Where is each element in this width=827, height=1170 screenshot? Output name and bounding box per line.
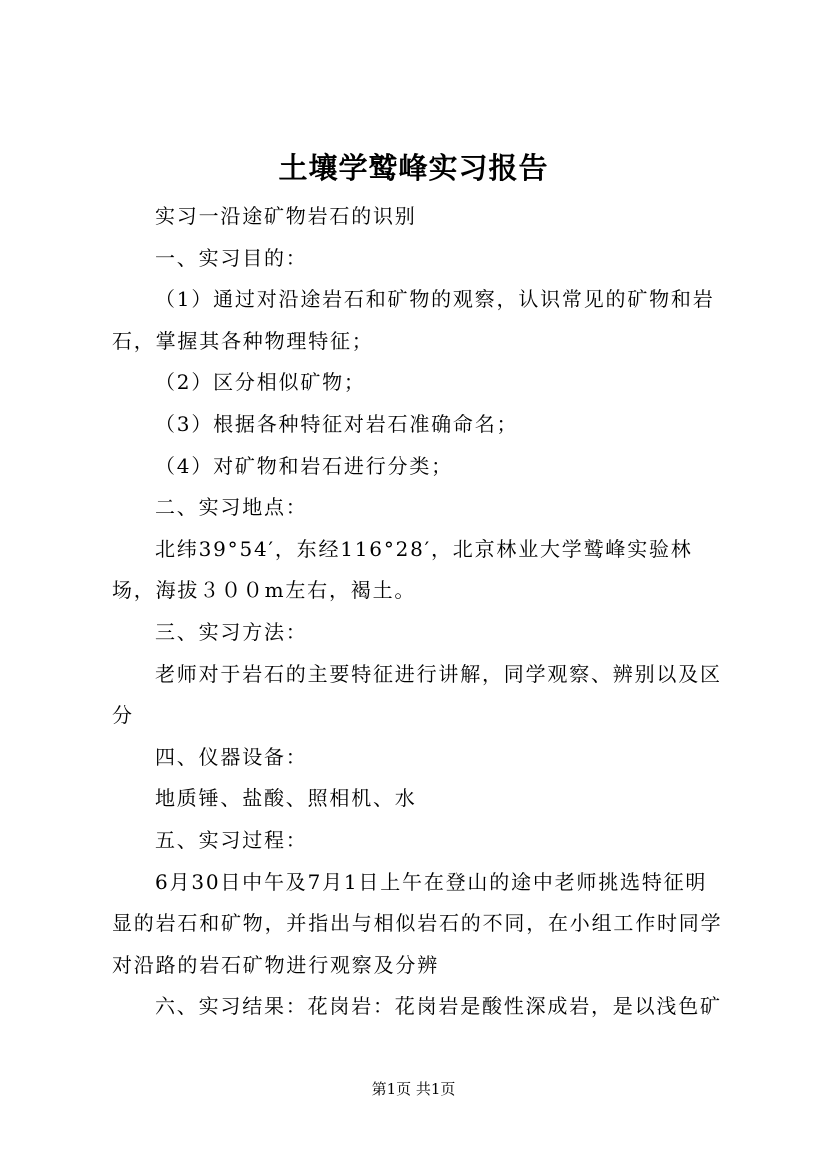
paragraph: 五、实习过程： xyxy=(155,827,308,852)
paragraph: 六、实习结果：花岗岩：花岗岩是酸性深成岩，是以浅色矿 xyxy=(155,994,722,1019)
paragraph: 北纬39°54′，东经116°28′，北京林业大学鹫峰实验林场，海拔３００m左右，褐土。 xyxy=(112,536,693,603)
paragraph: 一、实习目的： xyxy=(155,245,308,270)
paragraph: （2）区分相似矿物； xyxy=(155,370,366,395)
paragraph: （1）通过对沿途岩石和矿物的观察，认识常见的矿物和岩石，掌握其各种物理特征； xyxy=(112,287,715,353)
paragraph: 三、实习方法： xyxy=(155,619,308,644)
document-title: 土壤学鹫峰实习报告 xyxy=(278,151,549,185)
paragraph: （4）对矿物和岩石进行分类； xyxy=(155,453,453,478)
paragraph: 6月30日中午及7月1日上午在登山的途中老师挑选特征明显的岩石和矿物，并指出与相似岩石的不同，在小组工作时同学对沿路的岩石矿物进行观察及分辨 xyxy=(112,869,723,977)
paragraph: （3）根据各种特征对岩石准确命名； xyxy=(155,411,519,436)
paragraph: 地质锤、盐酸、照相机、水 xyxy=(155,786,417,811)
page-footer: 第1页 共1页 xyxy=(371,1080,456,1098)
paragraph: 四、仪器设备： xyxy=(155,744,308,769)
paragraph: 老师对于岩石的主要特征进行讲解，同学观察、辨别以及区分 xyxy=(112,661,722,728)
paragraph: 二、实习地点： xyxy=(155,495,308,520)
document-body xyxy=(112,196,724,1028)
paragraph: 实习一沿途矿物岩石的识别 xyxy=(155,204,417,228)
